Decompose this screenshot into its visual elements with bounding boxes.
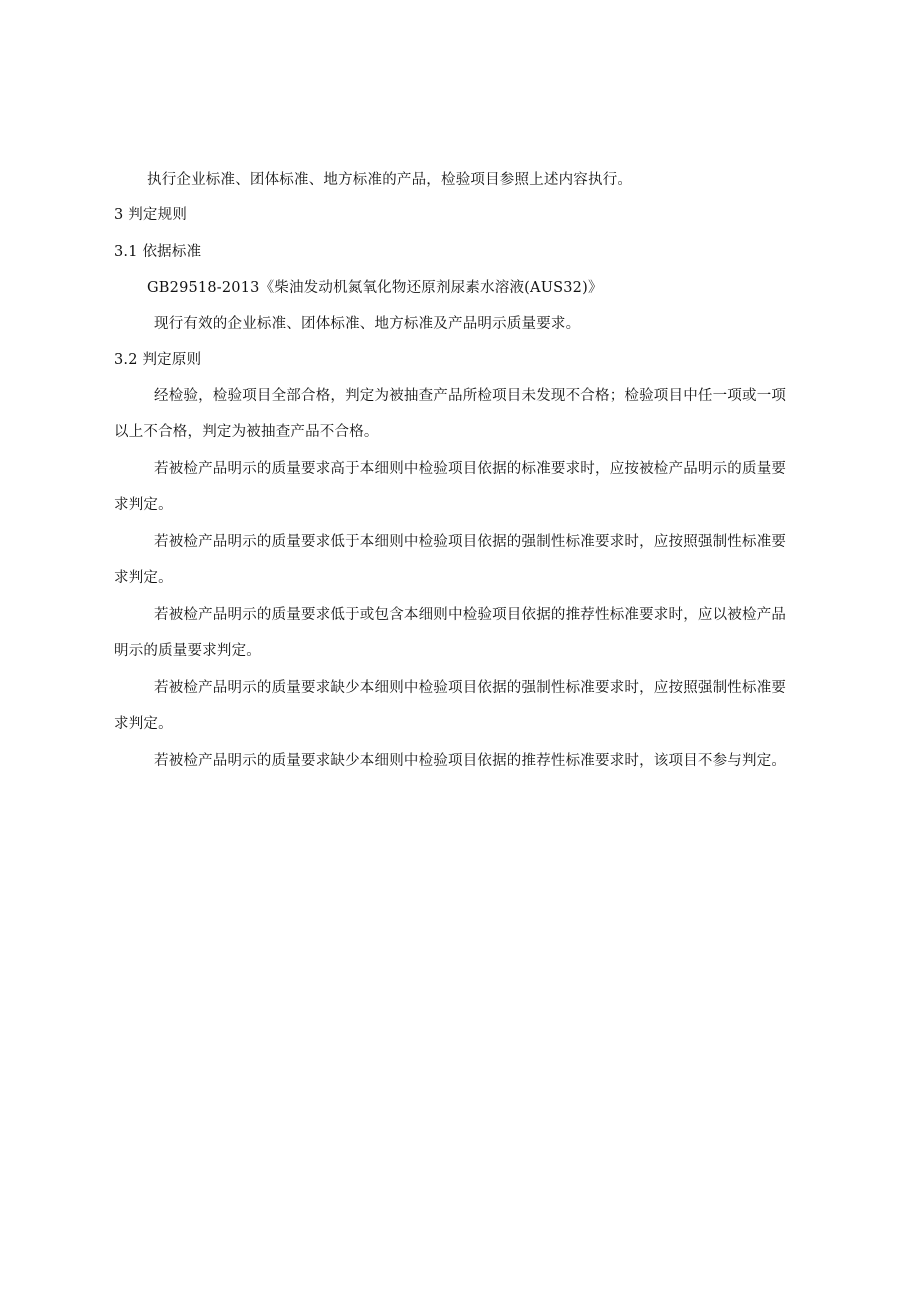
rule-1-line-1: 经检验，检验项目全部合格，判定为被抽查产品所检项目未发现不合格；检验项目中任一项或一项 [154, 388, 787, 404]
rule-4-line-2: 明示的质量要求判定。 [114, 643, 261, 659]
rule-4-line-1: 若被检产品明示的质量要求低于或包含本细则中检验项目依据的推荐性标准要求时，应以被检产品 [154, 607, 787, 623]
section-heading-judgment-rules: 3 判定规则 [114, 207, 188, 223]
subsection-heading-basis-standards: 3.1 依据标准 [114, 244, 202, 260]
paragraph-enterprise-standards: 执行企业标准、团体标准、地方标准的产品，检验项目参照上述内容执行。 [147, 172, 633, 188]
rule-2-line-1: 若被检产品明示的质量要求高于本细则中检验项目依据的标准要求时，应按被检产品明示的质量要 [154, 461, 787, 477]
standard-current-valid: 现行有效的企业标准、团体标准、地方标准及产品明示质量要求。 [154, 316, 581, 332]
rule-3-line-2: 求判定。 [114, 570, 173, 586]
standard-gb29518: GB29518-2013《柴油发动机氮氧化物还原剂尿素水溶液(AUS32)》 [147, 280, 603, 296]
subsection-heading-judgment-principles: 3.2 判定原则 [114, 352, 202, 368]
rule-3-line-1: 若被检产品明示的质量要求低于本细则中检验项目依据的强制性标准要求时，应按照强制性标准要 [154, 534, 787, 550]
rule-6: 若被检产品明示的质量要求缺少本细则中检验项目依据的推荐性标准要求时，该项目不参与判定。 [154, 753, 787, 769]
rule-5-line-2: 求判定。 [114, 716, 173, 732]
rule-2-line-2: 求判定。 [114, 497, 173, 513]
rule-5-line-1: 若被检产品明示的质量要求缺少本细则中检验项目依据的强制性标准要求时，应按照强制性标准要 [154, 680, 787, 696]
rule-1-line-2: 以上不合格，判定为被抽查产品不合格。 [114, 424, 379, 440]
